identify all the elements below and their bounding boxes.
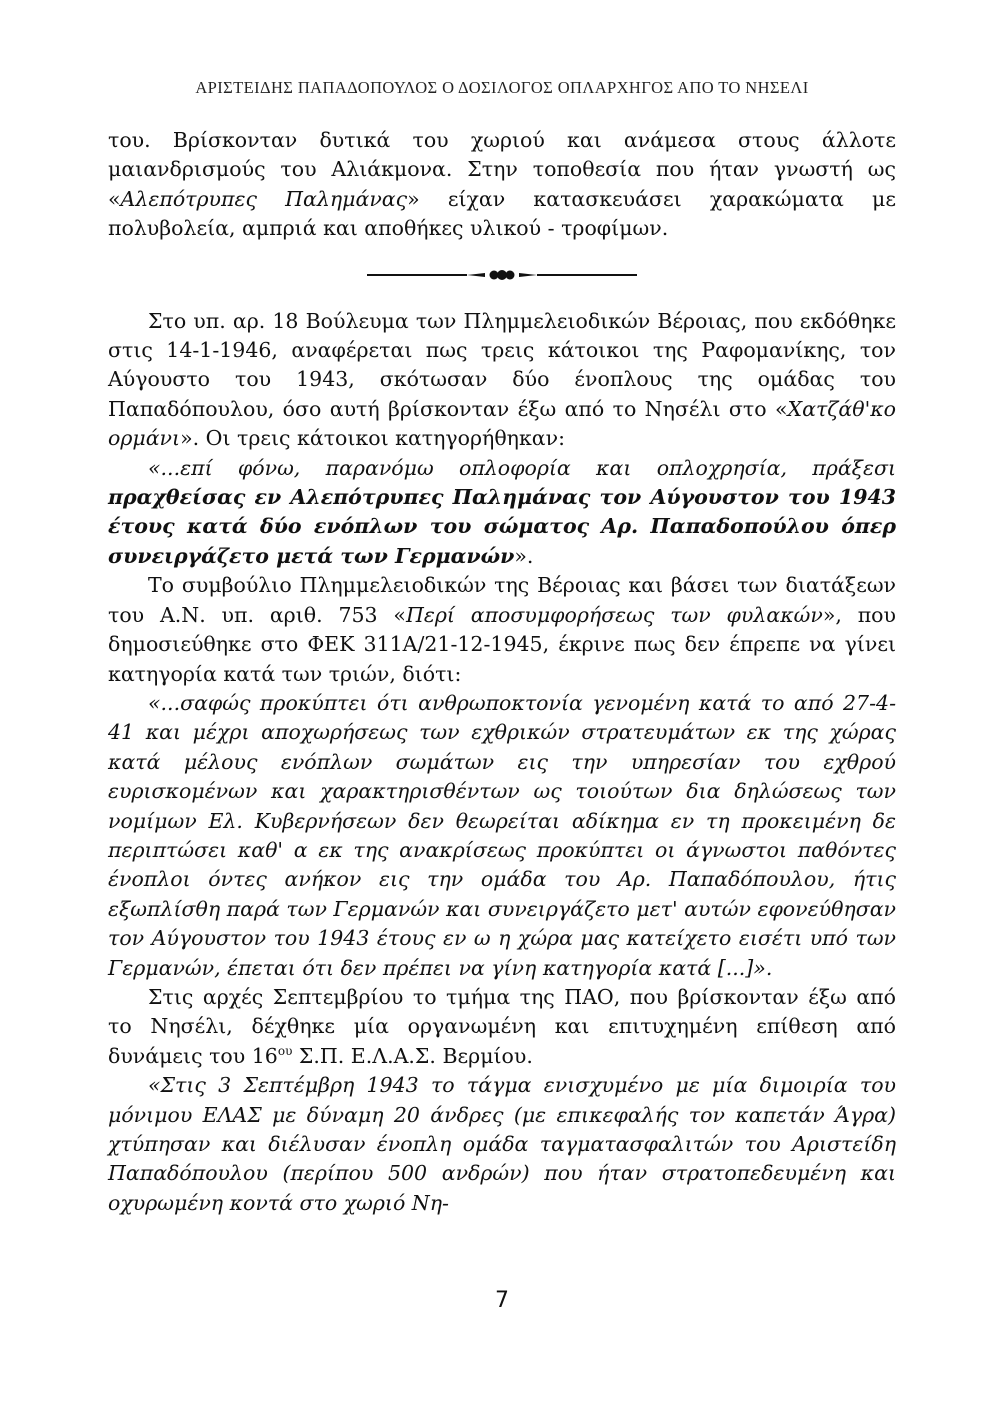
quote-bold-text: πραχθείσας εν Αλεπότρυπες Παλημάνας τον Αύγουστον του 1943 έτους κατά δύο ενόπλων του σώματος Αρ. Παπαδοπούλου όπερ συνειργάζετο μετά των Γερμανών [108,485,896,568]
section-divider-ornament [367,269,637,281]
paragraph [108,571,896,689]
text-run: Σ.Π. Ε.Λ.Α.Σ. Βερμίου. [292,1043,533,1068]
italic-place-name: Αλεπότρυπες Παλημάνας [120,186,408,211]
text-run: Στο υπ. αρ. 18 Βούλευμα των Πλημμελειοδικών Βέροιας, που εκδόθηκε στις 14-1-1946, αναφέρεται πως τρεις κάτοικοι της Ραφομανίκης, τον Αύγουστο του 1943, σκότωσαν δύο ένοπλους της ομάδας του Παπαδόπουλου, όσο αυτή βρίσκονταν έξω από το Νησέλι στο « [108,308,896,421]
text-run: του. Βρίσκονταν δυτικά του χωριού και ανάμεσα στους άλλοτε μαιανδρισμούς του Αλιάκμονα. Στην τοποθεσία που ήταν γνωστή ως « [108,128,896,211]
page-body [108,126,896,1218]
text-run: ». [514,543,534,568]
paragraph-continued [108,126,896,244]
page-number: 7 [495,1288,509,1313]
paragraph [108,983,896,1071]
running-header: ΑΡΙΣΤΕΙΔΗΣ ΠΑΠΑΔΟΠΟΥΛΟΣ Ο ΔΟΣΙΛΟΓΟΣ ΟΠΛΑΡΧΗΓΟΣ ΑΠΟ ΤΟ ΝΗΣΕΛΙ [195,78,809,97]
paragraph [108,307,896,454]
quote-text: «...επί φόνω, παρανόμω οπλοφορία και οπλοχρησία, πράξεσι [148,455,896,480]
ordinal-superscript: ου [277,1043,293,1058]
text-run: ». Οι τρεις κάτοικοι κατηγορήθηκαν: [180,426,565,451]
quotation [108,1071,896,1218]
italic-law-title: Περί αποσυμφορήσεως των φυλακών [405,602,823,627]
text-run: Στις αρχές Σεπτεμβρίου το τμήμα της ΠΑΟ, που βρίσκονταν έξω από το Νησέλι, δέχθηκε μία οργανωμένη και επιτυχημένη επίθεση από δυνάμεις του 16 [108,984,896,1068]
text-run: » είχαν κατασκευάσει χαρακώματα με πολυβολεία, αμπριά και αποθήκες υλικού - τροφίμων. [108,186,896,241]
italic-place-name: Χατζάθ'κο ορμάνι [108,396,896,451]
text-run: », που δημοσιεύθηκε στο ΦΕΚ 311Α/21-12-1945, έκρινε πως δεν έπρεπε να γίνει κατηγορία κατά των τριών, διότι: [108,602,896,686]
quotation [108,454,896,572]
quote-text: «...σαφώς προκύπτει ότι ανθρωποκτονία γενομένη κατά το από 27-4-41 και μέχρι αποχωρήσεως των εχθρικών στρατευμάτων εκ της χώρας κατά μέλους ενόπλων σωμάτων εις την υπηρεσίαν του εχθρού ευρισκομένων και χαρακτηρισθέντων ως τοιούτων δια δηλώσεως των νομίμων Ελ. Κυβερνήσεων δεν θεωρείται αδίκημα εν τη προκειμένη δε περιπτώσει καθ' α εκ της ανακρίσεως προκύπτει οι άγνωστοι παθόντες ένοπλοι όντες ανήκον εις την ομάδα του Αρ. Παπαδόπουλου, ήτις εξωπλίσθη παρά των Γερμανών και συνειργάζετο μετ' αυτών εφονεύθησαν τον Αύγουστον του 1943 έτους εν ω η χώρα μας κατείχετο εισέτι υπό των Γερμανών, έπεται ότι δεν πρέπει να γίνη κατηγορία κατά [...]». [108,690,896,980]
quote-text: «Στις 3 Σεπτέμβρη 1943 το τάγμα ενισχυμένο με μία διμοιρία του μόνιμου ΕΛΑΣ με δύναμη 20 άνδρες (με επικεφαλής τον καπετάν Άγρα) χτύπησαν και διέλυσαν ένοπλη ομάδα ταγματασφαλιτών του Αριστείδη Παπαδόπουλου (περίπου 500 ανδρών) που ήταν στρατοπεδευμένη και οχυρωμένη κοντά στο χωριό Νη- [108,1073,896,1215]
quotation [108,689,896,983]
text-run: Το συμβούλιο Πλημμελειοδικών της Βέροιας και βάσει των διατάξεων του Α.Ν. υπ. αριθ. 753 « [108,573,896,627]
